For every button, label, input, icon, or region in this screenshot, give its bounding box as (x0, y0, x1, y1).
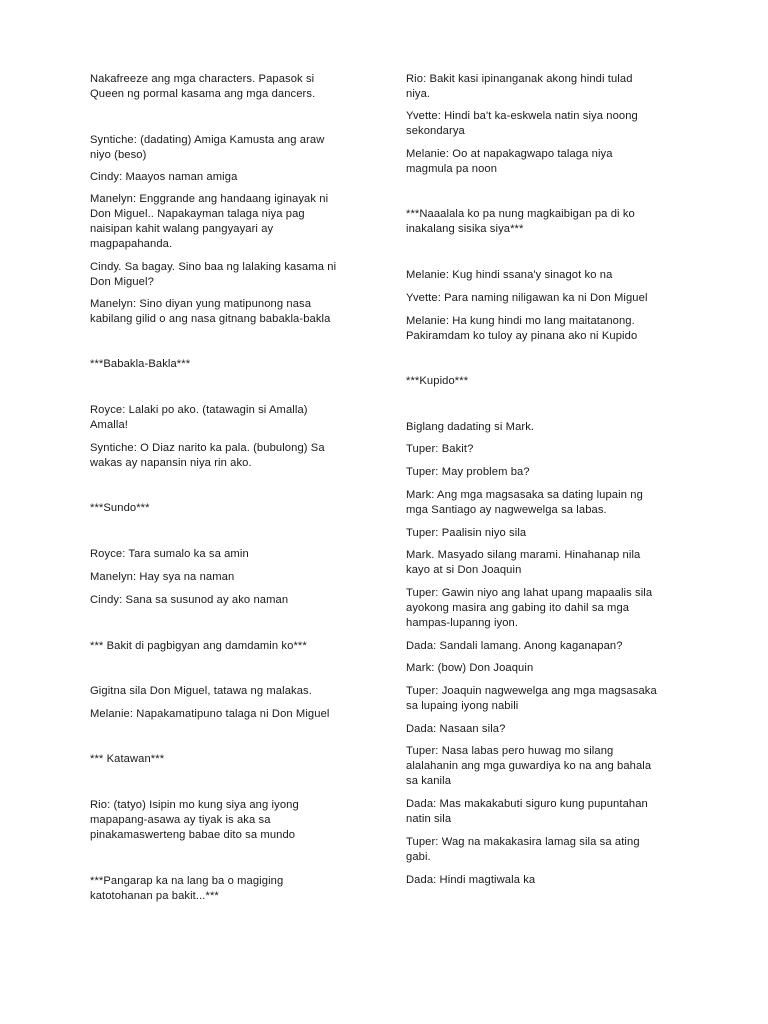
text-line: Melanie: Oo at napakagwapo talaga niya (406, 148, 613, 160)
text-line: Royce: Lalaki po ako. (tatawagin si Amalla) (90, 404, 308, 416)
scene-heading: ***Kupido*** (406, 375, 469, 387)
scene-heading: ***Babakla-Bakla*** (90, 358, 191, 370)
text-line: Dada: Mas makakabuti siguro kung pupuntahan (406, 798, 648, 810)
text-line: natin sila (406, 813, 452, 825)
text-line: mga Santiago ay nagwewelga sa labas. (406, 504, 607, 516)
text-line: niyo (beso) (90, 149, 147, 161)
text-line: Tuper: Nasa labas pero huwag mo silang (406, 745, 614, 757)
text-line: Dada: Sandali lamang. Anong kaganapan? (406, 640, 623, 652)
text-line: magmula pa noon (406, 163, 498, 175)
scene-heading: inakalang sisika siya*** (406, 223, 524, 235)
text-line: Dada: Hindi magtiwala ka (406, 874, 536, 886)
text-line: sekondarya (406, 125, 465, 137)
text-line: Gigitna sila Don Miguel, tatawa ng malakas. (90, 685, 312, 697)
text-line: Biglang dadating si Mark. (406, 421, 535, 433)
text-line: Tuper: May problem ba? (406, 466, 530, 478)
scene-heading: *** Katawan*** (90, 753, 165, 765)
text-line: Amalla! (90, 419, 129, 431)
text-line: Mark: (bow) Don Joaquin (406, 662, 534, 674)
text-line: Cindy: Maayos naman amiga (90, 171, 238, 183)
text-line: ayokong masira ang gabing ito dahil sa mga (406, 602, 630, 614)
text-line: kabilang gilid o ang nasa gitnang babakla-bakla (90, 313, 331, 325)
text-line: Manelyn: Enggrande ang handaang iginayak ni (90, 193, 329, 205)
text-line: Yvette: Para naming niligawan ka ni Don Miguel (406, 292, 648, 304)
text-line: Yvette: Hindi ba't ka-eskwela natin siya noong (406, 110, 638, 122)
scene-heading: ***Pangarap ka na lang ba o magiging (90, 875, 284, 887)
text-line: Nakafreeze ang mga characters. Papasok si (90, 73, 315, 85)
text-line: Mark: Ang mga magsasaka sa dating lupain ng (406, 489, 643, 501)
text-line: Rio: Bakit kasi ipinanganak akong hindi tulad (406, 73, 633, 85)
text-line: Don Miguel.. Napakayman talaga niya pag (90, 208, 305, 220)
scene-heading: ***Naaalala ko pa nung magkaibigan pa di ko (406, 208, 635, 220)
text-line: Tuper: Gawin niyo ang lahat upang mapaalis sila (406, 587, 653, 599)
text-line: alalahanin ang mga guwardiya ko na ang bahala (406, 760, 652, 772)
text-line: Melanie: Napakamatipuno talaga ni Don Miguel (90, 708, 330, 720)
text-line: Tuper: Joaquin nagwewelga ang mga magsasaka (406, 685, 657, 697)
text-line: Cindy. Sa bagay. Sino baa ng lalaking kasama ni (90, 261, 337, 273)
text-line: niya. (406, 88, 431, 100)
text-line: Queen ng pormal kasama ang mga dancers. (90, 88, 316, 100)
text-line: Rio: (tatyo) Isipin mo kung siya ang iyong (90, 799, 299, 811)
text-line: sa lupaing iyong nabili (406, 700, 519, 712)
scene-heading: *** Bakit di pagbigyan ang damdamin ko*** (90, 640, 307, 652)
text-line: Melanie: Kug hindi ssana'y sinagot ko na (406, 269, 613, 281)
text-line: mapapang-asawa ay tiyak is aka sa (90, 814, 271, 826)
text-line: Don Miguel? (90, 276, 154, 288)
text-line: Cindy: Sana sa susunod ay ako naman (90, 594, 289, 606)
text-line: Pakiramdam ko tuloy ay pinana ako ni Kupido (406, 330, 638, 342)
text-line: wakas ay napansin niya rin ako. (90, 457, 252, 469)
scene-heading: ***Sundo*** (90, 502, 150, 514)
text-line: Dada: Nasaan sila? (406, 723, 506, 735)
text-line: Manelyn: Hay sya na naman (90, 571, 235, 583)
text-line: Manelyn: Sino diyan yung matipunong nasa (90, 298, 312, 310)
text-line: Mark. Masyado silang marami. Hinahanap nila (406, 549, 641, 561)
text-line: Tuper: Wag na makakasira lamag sila sa ating (406, 836, 640, 848)
text-line: sa kanila (406, 775, 452, 787)
text-line: Royce: Tara sumalo ka sa amin (90, 548, 249, 560)
text-line: Syntiche: O Diaz narito ka pala. (bubulong) Sa (90, 442, 325, 454)
text-line: Melanie: Ha kung hindi mo lang maitatanong. (406, 315, 635, 327)
text-line: naisipan kahit walang pangyayari ay (90, 223, 274, 235)
scene-heading: katotohanan pa bakit...*** (90, 890, 219, 902)
text-line: Tuper: Paalisin niyo sila (406, 527, 527, 539)
text-line: kayo at si Don Joaquin (406, 564, 522, 576)
text-line: gabi. (406, 851, 431, 863)
text-line: pinakamaswerteng babae dito sa mundo (90, 829, 296, 841)
text-line: hampas-lupanng iyon. (406, 617, 519, 629)
text-line: Syntiche: (dadating) Amiga Kamusta ang araw (90, 134, 325, 146)
text-line: magpapahanda. (90, 238, 173, 250)
text-line: Tuper: Bakit? (406, 443, 474, 455)
